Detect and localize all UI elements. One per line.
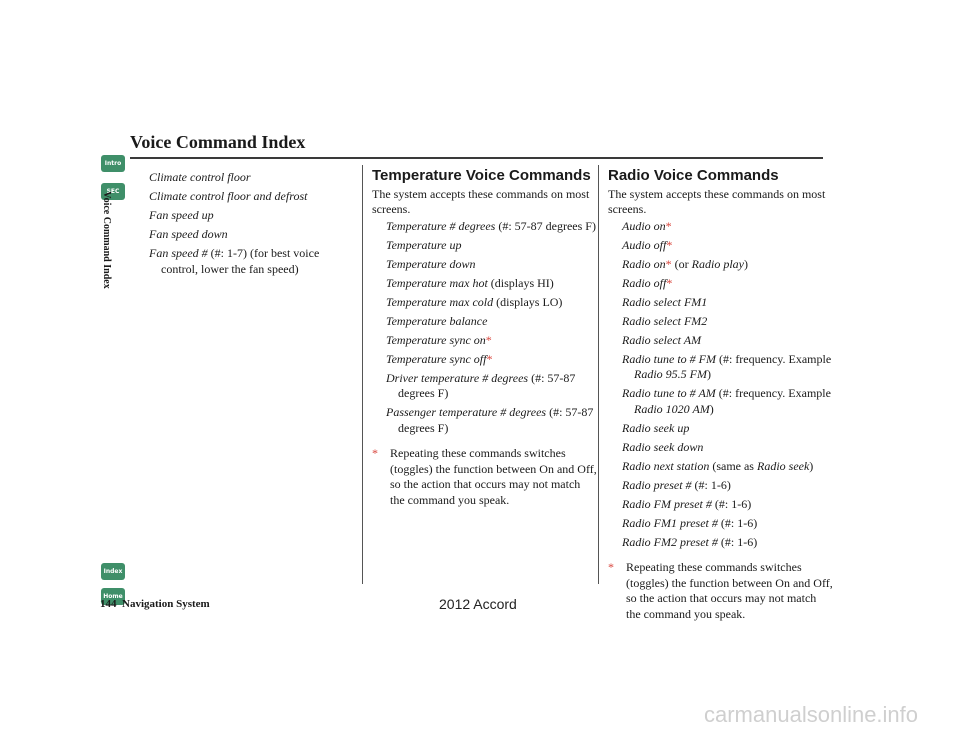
tab-home[interactable]: Home: [101, 588, 125, 605]
command-item: [386, 219, 597, 235]
command-text: Temperature sync on: [386, 332, 486, 347]
title-rule: [130, 157, 823, 159]
command-item: [622, 219, 833, 235]
command-text: Radio seek down: [622, 439, 704, 454]
command-text: Radio select AM: [622, 332, 702, 347]
command-text: Radio tune to # FM: [622, 351, 716, 366]
command-text: Radio FM2 preset #: [622, 534, 718, 549]
page-title: Voice Command Index: [130, 132, 306, 152]
command-item: [622, 516, 833, 532]
command-text: Radio FM preset #: [622, 496, 712, 511]
command-item: [622, 238, 833, 254]
command-text: Climate control floor and defrost: [149, 189, 308, 203]
tab-sec[interactable]: SEC: [101, 183, 125, 200]
command-item: [622, 352, 833, 383]
command-detail: (#: 57-87 degrees F): [495, 218, 596, 233]
footnote-marker: *: [666, 237, 673, 252]
footnote-text: Repeating these commands switches (toggles) the function between On and Off, so the action that occurs may not match the command you speak.: [390, 446, 597, 507]
climate-commands: [149, 170, 354, 281]
command-detail: (#: frequency. Example: [715, 386, 831, 400]
watermark: carmanualsonline.info: [704, 702, 919, 727]
column-divider: [362, 165, 363, 584]
section-heading: Temperature Voice Commands: [372, 167, 591, 184]
command-detail: (#: 1-6): [711, 496, 752, 511]
command-example: Radio 1020 AM: [634, 401, 710, 416]
command-detail-end: ): [709, 401, 714, 416]
command-detail: (#: 57-87 degrees F): [398, 405, 594, 435]
temperature-section: [372, 168, 597, 508]
footer-section: Navigation System: [122, 598, 210, 610]
command-item: [622, 459, 833, 475]
command-detail: (#: 57-87 degrees F): [398, 370, 576, 400]
command-detail: (displays LO): [493, 294, 563, 309]
command-item: [622, 257, 833, 273]
command-item: [622, 478, 833, 494]
command-text: Fan speed up: [149, 208, 214, 222]
command-text: Driver temperature # degrees: [386, 370, 529, 385]
command-text: Radio on: [622, 256, 666, 271]
command-detail-end: ): [707, 367, 711, 381]
command-text: Radio select FM1: [622, 294, 708, 309]
section-heading: Radio Voice Commands: [608, 167, 779, 184]
tab-index[interactable]: Index: [101, 563, 125, 580]
command-detail: (#: 1-6): [691, 477, 731, 492]
command-item: [386, 371, 597, 402]
tab-intro[interactable]: Intro: [101, 155, 125, 172]
command-item: [149, 227, 354, 243]
command-text: Temperature balance: [386, 313, 488, 328]
command-detail: (same as: [709, 458, 757, 473]
command-item: [622, 314, 833, 330]
command-item: [622, 386, 833, 417]
command-detail-end: ): [744, 256, 748, 271]
command-text: Radio preset #: [622, 477, 692, 492]
command-detail: (#: 1-7) (for best voice control, lower the fan speed): [161, 246, 320, 276]
section-intro: The system accepts these commands on most screens.: [608, 186, 826, 216]
command-text: Radio tune to # AM: [622, 386, 716, 400]
command-item: [386, 276, 597, 292]
command-item: [386, 352, 597, 368]
command-text: Temperature up: [386, 237, 462, 252]
command-text: Temperature max hot: [386, 275, 488, 290]
command-text: Temperature # degrees: [386, 218, 496, 233]
command-detail: (displays HI): [487, 275, 554, 290]
command-text: Radio next station: [622, 458, 710, 473]
command-detail: (#: frequency. Example: [715, 351, 832, 366]
footnote-marker: *: [486, 351, 493, 366]
command-text: Radio off: [622, 275, 667, 290]
command-example: Radio seek: [756, 458, 810, 473]
section-intro: The system accepts these commands on most screens.: [372, 186, 590, 216]
command-text: Radio seek up: [622, 420, 690, 435]
radio-section: [608, 168, 833, 622]
command-item: [386, 405, 597, 436]
footnote-marker: *: [665, 256, 672, 271]
command-text: Audio on: [622, 218, 666, 233]
command-detail: (#: 1-6): [717, 534, 758, 549]
footnote-marker: *: [372, 446, 378, 460]
command-item: [622, 295, 833, 311]
command-text: Climate control floor: [149, 170, 251, 184]
footnote: [608, 560, 833, 622]
footnote-marker: *: [485, 332, 492, 347]
footnote-text: Repeating these commands switches (toggles) the function between On and Off, so the action that occurs may not match the command you speak.: [626, 560, 833, 621]
command-item: [386, 333, 597, 349]
footnote: [372, 446, 597, 508]
column-divider: [598, 165, 599, 584]
model-name: 2012 Accord: [439, 596, 517, 612]
command-item: [622, 497, 833, 513]
command-item: [149, 246, 354, 277]
footnote-marker: *: [666, 275, 673, 290]
command-item: [622, 421, 833, 437]
command-item: [149, 208, 354, 224]
command-text: Temperature down: [386, 256, 476, 271]
command-text: Audio off: [622, 237, 667, 252]
command-text: Temperature max cold: [386, 294, 494, 309]
command-text: Temperature sync off: [386, 351, 487, 366]
command-detail: (#: 1-6): [717, 515, 758, 530]
command-detail: (or: [671, 256, 692, 271]
command-text: Passenger temperature # degrees: [386, 405, 547, 419]
command-text: Radio select FM2: [622, 313, 708, 328]
side-section-label-text: Voice Command Index: [101, 191, 112, 289]
command-item: [149, 170, 354, 186]
command-text: Radio FM1 preset #: [622, 515, 718, 530]
command-text: Fan speed down: [149, 227, 228, 241]
command-item: [622, 535, 833, 551]
command-item: [622, 440, 833, 456]
command-item: [386, 257, 597, 273]
page-number: 144: [100, 598, 117, 610]
command-item: [386, 314, 597, 330]
command-item: [386, 295, 597, 311]
command-example: Radio 95.5 FM: [634, 367, 707, 381]
command-detail-end: ): [809, 458, 814, 473]
footnote-marker: *: [665, 218, 672, 233]
page-footer: [100, 598, 210, 610]
command-item: [622, 333, 833, 349]
command-example: Radio play: [691, 256, 744, 271]
command-item: [149, 189, 354, 205]
command-item: [622, 276, 833, 292]
command-text: Fan speed #: [149, 246, 208, 260]
footnote-marker: *: [608, 560, 614, 574]
command-item: [386, 238, 597, 254]
